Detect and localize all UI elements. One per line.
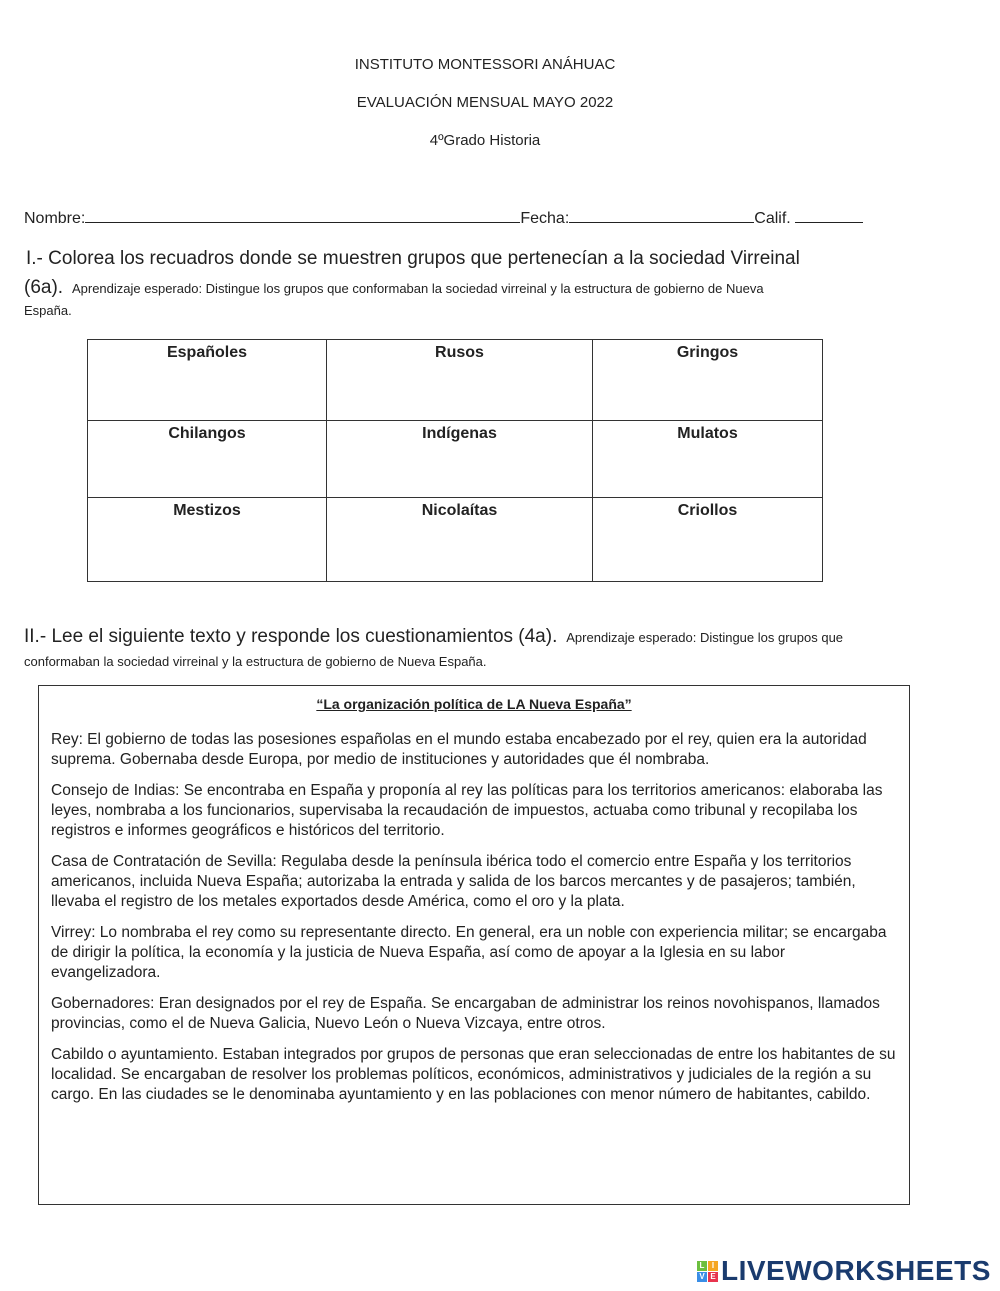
section1-instruction: I.- Colorea los recuadros donde se muestren grupos que pertenecían a la sociedad Virreinal	[26, 248, 800, 269]
grid-cell[interactable]: Rusos	[327, 340, 593, 421]
grid-cell[interactable]: Chilangos	[88, 421, 327, 498]
grid-cell[interactable]: Gringos	[593, 340, 823, 421]
paragraph-rey: Rey: El gobierno de todas las posesiones españolas en el mundo estaba encabezado por el rey, quien era la autoridad suprema. Gobernaba desde Europa, por medio de instituciones y autoridades que él nombraba.	[51, 731, 867, 768]
paragraph-virrey: Virrey: Lo nombraba el rey como su representante directo. En general, era un noble con experiencia militar; se encargaba de dirigir la política, la economía y la justicia de Nueva España, así como de apoyar a la Iglesia en su labor evangelizadora.	[51, 924, 887, 981]
section2-instruction: II.- Lee el siguiente texto y responde los cuestionamientos (4a).	[24, 626, 558, 647]
logo-text: LIVEWORKSHEETS	[721, 1255, 991, 1286]
name-label: Nombre:	[24, 210, 86, 227]
section2-instruction-line	[24, 626, 984, 648]
grade-input[interactable]	[795, 206, 863, 223]
logo-letter: E	[708, 1272, 718, 1282]
date-label: Fecha:	[520, 210, 570, 227]
section1-points-line	[24, 277, 924, 299]
reading-box	[38, 685, 910, 1205]
section2-learning: Aprendizaje esperado: Distingue los grupos que	[566, 630, 844, 645]
reading-title: “La organización política de LA Nueva España”	[316, 696, 632, 712]
liveworksheets-logo	[697, 1255, 991, 1287]
paragraph-consejo: Consejo de Indias: Se encontraba en España y proponía al rey las políticas para los territorios americanos: elaboraba las leyes, nombraba a los funcionarios, supervisaba la recaudación de impuestos, actuaba como tribunal y recopilaba los registros e informes geográficos e históricos del territorio.	[51, 782, 883, 839]
section2-learning-cont: conformaban la sociedad virreinal y la estructura de gobierno de Nueva España.	[24, 654, 487, 669]
grid-cell[interactable]: Criollos	[593, 498, 823, 582]
institute-name: INSTITUTO MONTESSORI ANÁHUAC	[354, 56, 616, 73]
date-input[interactable]	[569, 206, 754, 223]
paragraph-gobernadores: Gobernadores: Eran designados por el rey de España. Se encargaban de administrar los reinos novohispanos, llamados provincias, como el de Nueva Galicia, Nuevo León o Nueva Vizcaya, entre otros.	[51, 995, 880, 1032]
grade-label: Calif.	[754, 210, 791, 227]
grid-cell[interactable]: Nicolaítas	[327, 498, 593, 582]
grid-cell[interactable]: Mestizos	[88, 498, 327, 582]
grid-cell[interactable]: Indígenas	[327, 421, 593, 498]
student-fields	[24, 206, 863, 228]
logo-letter: L	[697, 1261, 707, 1271]
paragraph-cabildo: Cabildo o ayuntamiento. Estaban integrados por grupos de personas que eran seleccionadas de entre los habitantes de su localidad. Se encargaban de resolver los problemas políticos, económicos, administrativos y judiciales de la región a su cargo. En las ciudades se le denominaba ayuntamiento y en las poblaciones con menor número de habitantes, cabildo.	[51, 1046, 896, 1103]
grid-cell[interactable]: Mulatos	[593, 421, 823, 498]
evaluation-title: EVALUACIÓN MENSUAL MAYO 2022	[356, 94, 614, 111]
paragraph-casa: Casa de Contratación de Sevilla: Regulaba desde la península ibérica todo el comercio entre España y los territorios americanos, incluida Nueva España; autorizaba la entrada y salida de los barcos mercantes y de pasajeros; también, llevaba el registro de los metales exportados desde América, como el oro y la plata.	[51, 853, 856, 910]
name-input[interactable]	[85, 206, 520, 223]
groups-grid	[87, 339, 823, 582]
section1-learning: Aprendizaje esperado: Distingue los grupos que conformaban la sociedad virreinal y la estructura de gobierno de Nueva	[71, 281, 764, 296]
section1-points: (6a).	[24, 277, 64, 298]
live-blocks-icon	[697, 1261, 718, 1282]
section1-learning-cont: España.	[24, 303, 72, 318]
logo-letter: V	[697, 1272, 707, 1282]
logo-letter: I	[708, 1261, 718, 1271]
grid-cell[interactable]: Españoles	[88, 340, 327, 421]
grade-subject: 4ºGrado Historia	[429, 132, 541, 149]
